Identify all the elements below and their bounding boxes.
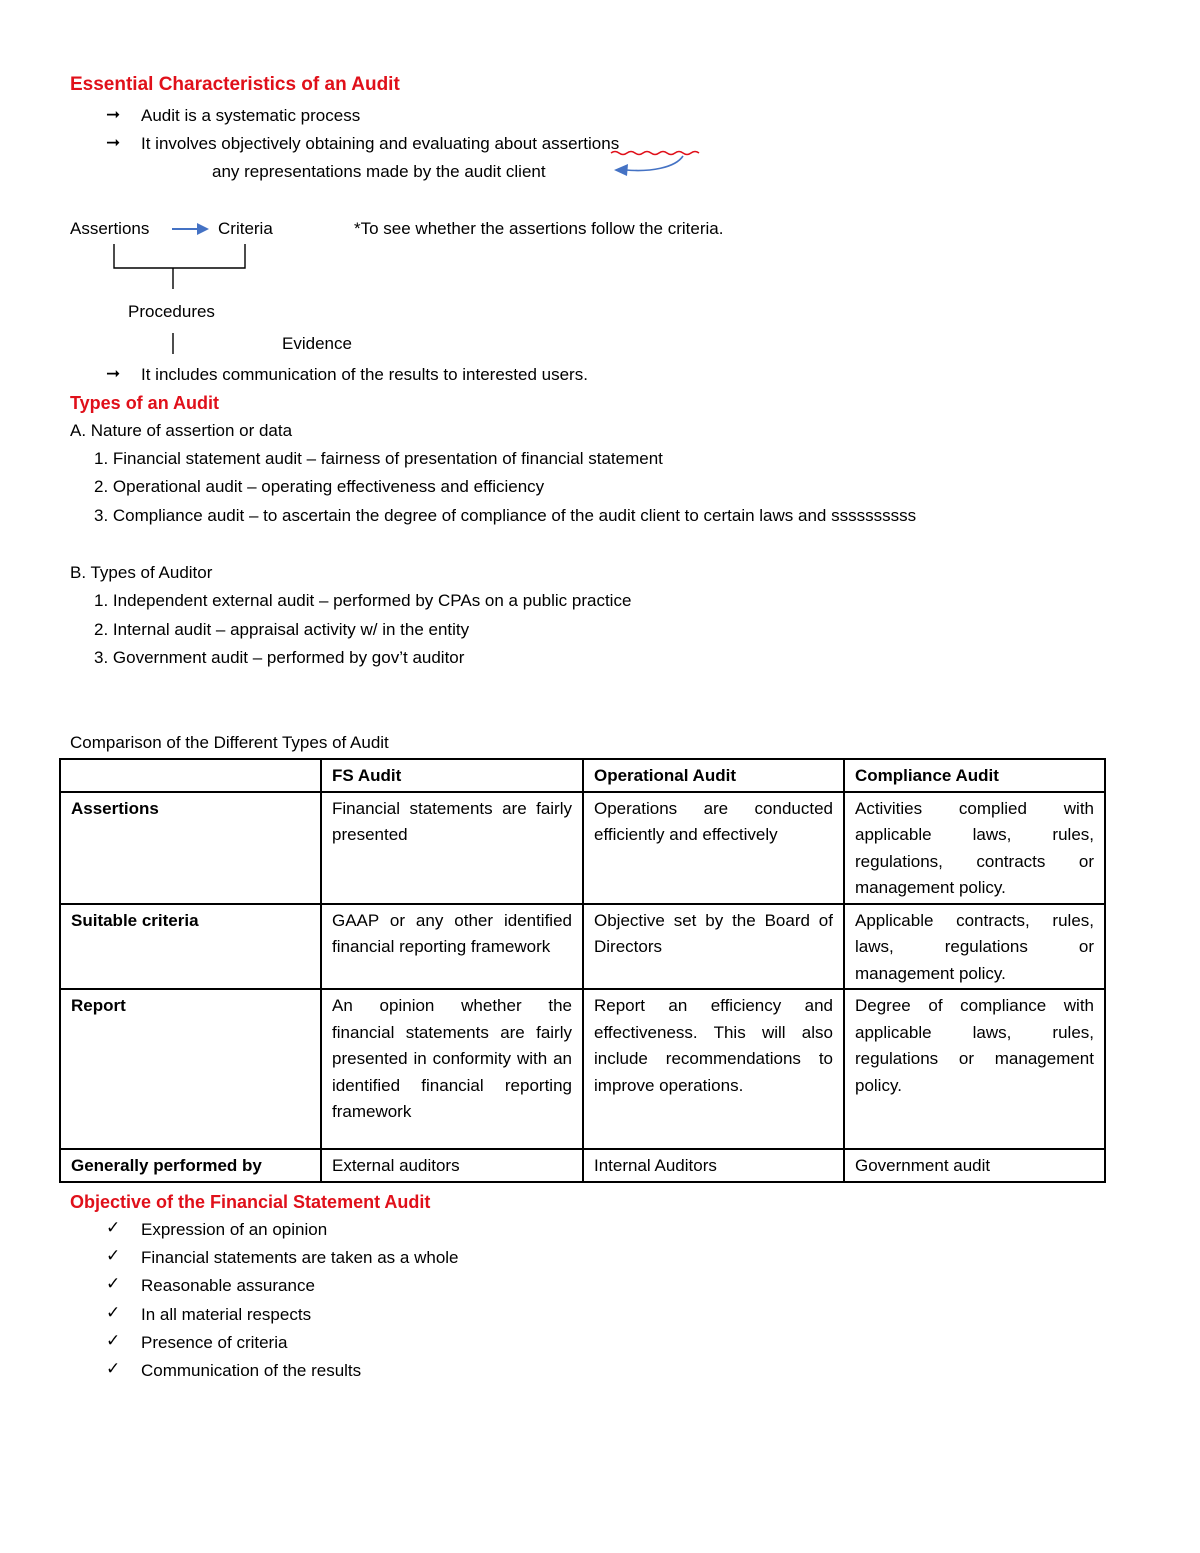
header-cell: FS Audit	[321, 759, 583, 792]
group-a-item: 1. Financial statement audit – fairness of presentation of financial statement	[94, 449, 663, 468]
assertions-note: any representations made by the audit client	[212, 162, 546, 181]
check-icon: ✓	[106, 1359, 121, 1378]
row-header: Generally performed by	[60, 1149, 321, 1182]
diagram-remark: *To see whether the assertions follow the criteria.	[354, 219, 724, 238]
table-cell: Applicable contracts, rules, laws, regulations or management policy.	[844, 904, 1105, 990]
diagram-lines	[0, 0, 1200, 400]
table-cell: GAAP or any other identified financial reporting framework	[321, 904, 583, 990]
table-header-row	[60, 759, 1105, 792]
bullet-item: It involves objectively obtaining and evaluating about assertions	[141, 134, 620, 153]
diagram-criteria: Criteria	[218, 219, 273, 238]
comparison-table	[59, 758, 1106, 1183]
section-title-essential: Essential Characteristics of an Audit	[70, 74, 400, 95]
section-title-types: Types of an Audit	[70, 393, 220, 413]
table-row	[60, 792, 1105, 904]
arrow-bullet-icon: ➞	[106, 105, 121, 124]
check-icon: ✓	[106, 1218, 121, 1237]
row-header: Report	[60, 989, 321, 1149]
table-row	[60, 1149, 1105, 1182]
group-b-item: 3. Government audit – performed by gov’t auditor	[94, 648, 465, 667]
group-b-item: 1. Independent external audit – performed by CPAs on a public practice	[94, 591, 632, 610]
diagram-assertions: Assertions	[70, 219, 150, 238]
bullet-item: Audit is a systematic process	[141, 106, 361, 125]
diagram-evidence: Evidence	[282, 334, 352, 353]
check-icon: ✓	[106, 1331, 121, 1350]
group-a-label: A. Nature of assertion or data	[70, 421, 293, 440]
objective-item: Presence of criteria	[141, 1333, 288, 1352]
header-cell: Operational Audit	[583, 759, 844, 792]
objective-item: Communication of the results	[141, 1361, 362, 1380]
header-cell: Compliance Audit	[844, 759, 1105, 792]
assertions-underline	[611, 152, 699, 155]
objective-item: Expression of an opinion	[141, 1220, 328, 1239]
table-cell: Internal Auditors	[583, 1149, 844, 1182]
check-icon: ✓	[106, 1246, 121, 1265]
table-cell: Activities complied with applicable laws, rules, regulations, contracts or management policy.	[844, 792, 1105, 904]
objective-item: Reasonable assurance	[141, 1276, 315, 1295]
diagram-procedures: Procedures	[128, 302, 215, 321]
criteria-arrow-head-icon	[197, 223, 209, 235]
row-header: Suitable criteria	[60, 904, 321, 990]
table-row	[60, 904, 1105, 990]
table-cell: Financial statements are fairly presented	[321, 792, 583, 904]
group-b-label: B. Types of Auditor	[70, 563, 213, 582]
curved-arrow-icon	[626, 156, 683, 170]
group-a-item: 2. Operational audit – operating effectiveness and efficiency	[94, 477, 545, 496]
table-row	[60, 989, 1105, 1149]
bullet-item: It includes communication of the results to interested users.	[141, 365, 588, 384]
check-icon: ✓	[106, 1303, 121, 1322]
objective-item: In all material respects	[141, 1305, 312, 1324]
arrow-bullet-icon: ➞	[106, 364, 121, 383]
arrow-bullet-icon: ➞	[106, 133, 121, 152]
table-cell: External auditors	[321, 1149, 583, 1182]
table-cell: Degree of compliance with applicable laws, rules, regulations or management policy.	[844, 989, 1105, 1149]
table-cell: An opinion whether the financial statements are fairly presented in conformity with an identified financial reporting framework	[321, 989, 583, 1149]
row-header: Assertions	[60, 792, 321, 904]
objective-item: Financial statements are taken as a whole	[141, 1248, 459, 1267]
check-icon: ✓	[106, 1274, 121, 1293]
assertion-criteria-bracket	[114, 244, 245, 268]
group-b-item: 2. Internal audit – appraisal activity w/ in the entity	[94, 620, 470, 639]
header-cell	[60, 759, 321, 792]
table-cell: Operations are conducted efficiently and effectively	[583, 792, 844, 904]
table-cell: Government audit	[844, 1149, 1105, 1182]
comparison-caption: Comparison of the Different Types of Audit	[70, 733, 389, 752]
table-cell: Report an efficiency and effectiveness. This will also include recommendations to improve operations.	[583, 989, 844, 1149]
section-title-objective: Objective of the Financial Statement Audit	[70, 1192, 431, 1212]
group-a-item: 3. Compliance audit – to ascertain the degree of compliance of the audit client to certain laws and ssssssssss	[94, 506, 917, 525]
curved-arrow-head-icon	[614, 164, 628, 176]
table-cell: Objective set by the Board of Directors	[583, 904, 844, 990]
